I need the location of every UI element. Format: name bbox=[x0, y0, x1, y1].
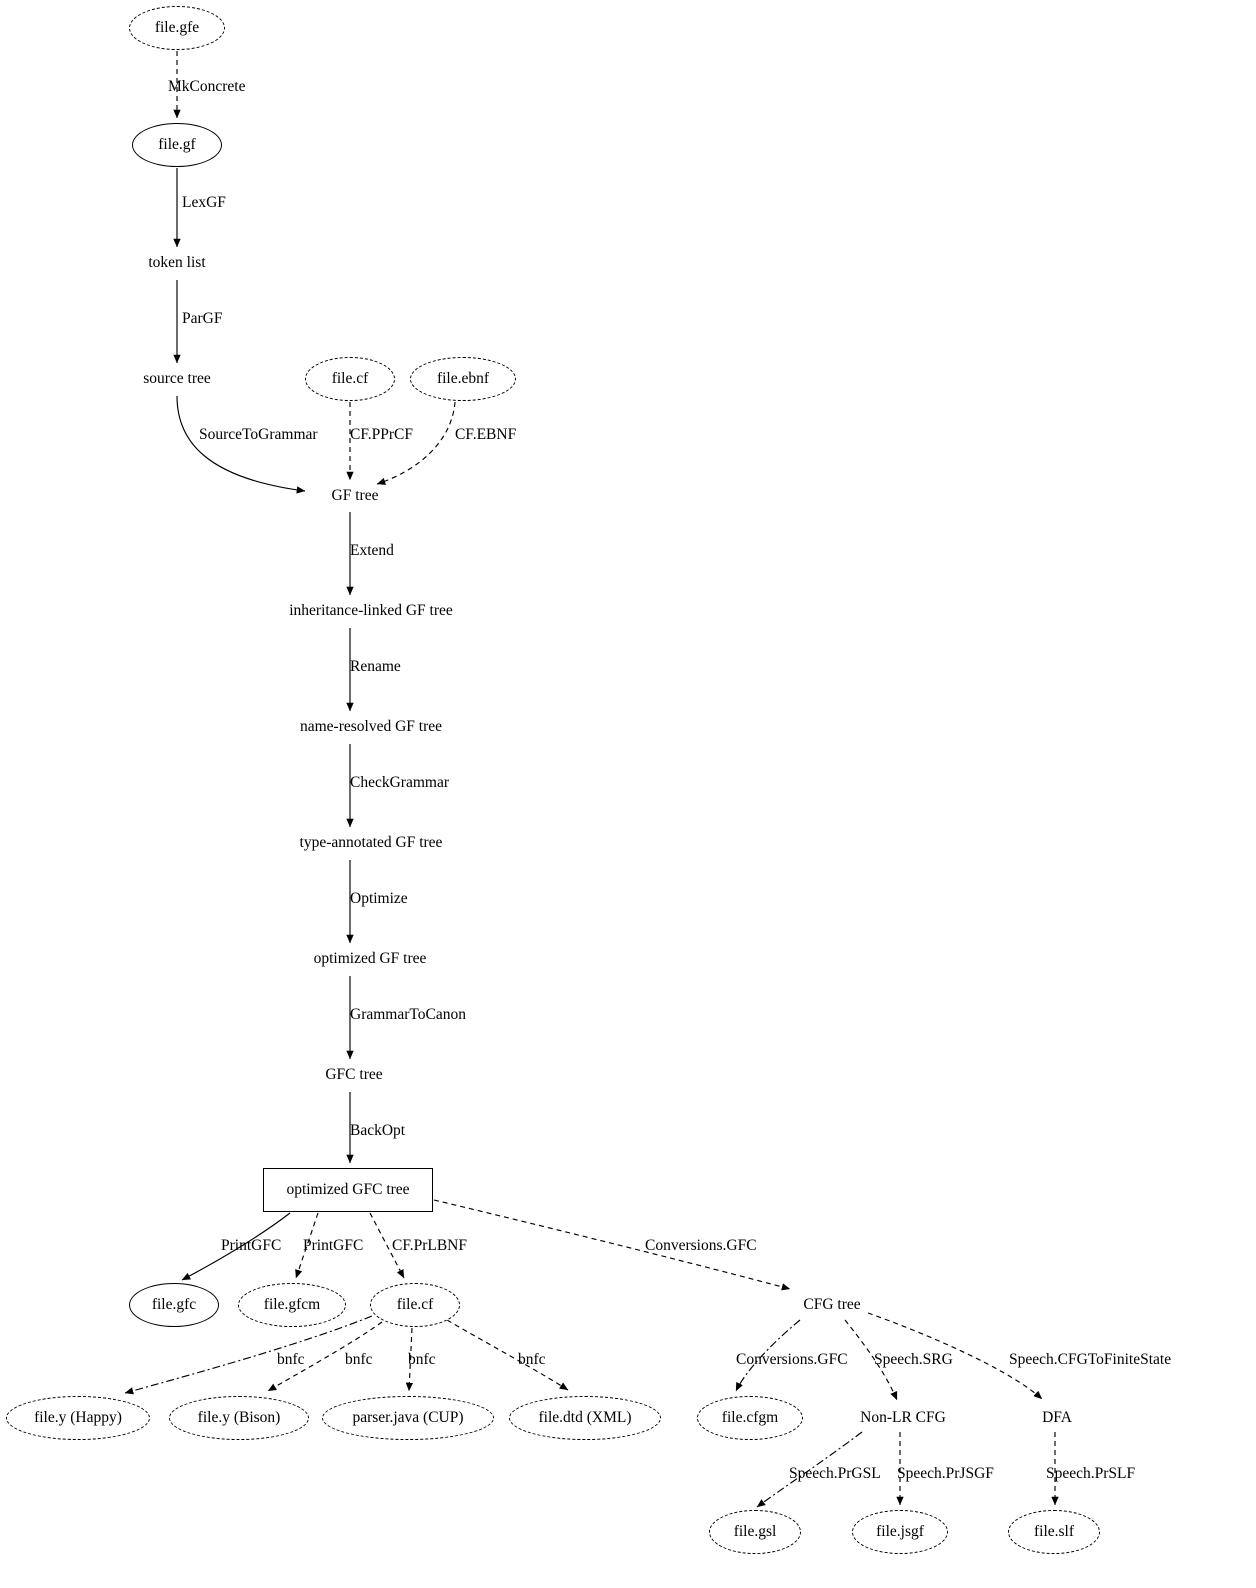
edge-label-text: SourceToGrammar bbox=[199, 426, 318, 443]
edge-label-mkconcrete bbox=[168, 79, 245, 95]
node-label: file.jsgf bbox=[876, 1522, 924, 1540]
edge-label-printgfc-1 bbox=[221, 1238, 281, 1254]
node-label: DFA bbox=[1042, 1408, 1072, 1426]
node-label: optimized GF tree bbox=[313, 949, 427, 967]
node-label: file.ebnf bbox=[436, 369, 490, 387]
node-label: GF tree bbox=[331, 486, 379, 504]
edge-label-conversions-gfc-2 bbox=[736, 1352, 848, 1368]
edge-label-bnfc-2 bbox=[345, 1352, 373, 1368]
edge-label-speech-cfgtofinitestate bbox=[1009, 1352, 1171, 1368]
node-label: inheritance-linked GF tree bbox=[289, 601, 453, 619]
edge-label-bnfc-1 bbox=[277, 1352, 305, 1368]
node-label: token list bbox=[148, 253, 206, 271]
edge-label-text: LexGF bbox=[182, 194, 226, 211]
node-source-tree bbox=[120, 368, 234, 390]
edge-label-text: GrammarToCanon bbox=[350, 1006, 466, 1023]
edge-label-text: PrintGFC bbox=[221, 1237, 282, 1254]
node-file-gf[interactable] bbox=[132, 123, 222, 167]
edge-label-optimize bbox=[350, 891, 408, 907]
edge-filecf-dtd bbox=[447, 1320, 568, 1390]
edge-label-text: Rename bbox=[350, 658, 401, 675]
node-label: file.slf bbox=[1033, 1522, 1075, 1540]
edge-label-text: BackOpt bbox=[350, 1122, 406, 1139]
edge-label-bnfc-3 bbox=[408, 1352, 436, 1368]
edge-label-text: CF.EBNF bbox=[455, 426, 517, 443]
node-file-gsl[interactable] bbox=[709, 1510, 801, 1554]
node-label: file.cf bbox=[331, 369, 369, 387]
edge-label-cf-ebnf bbox=[455, 427, 516, 443]
node-label: Non-LR CFG bbox=[860, 1408, 946, 1426]
edge-label-extend bbox=[350, 543, 394, 559]
edge-label-text: Speech.SRG bbox=[874, 1351, 953, 1368]
edge-label-text: Extend bbox=[350, 542, 394, 559]
edge-label-text: ParGF bbox=[182, 310, 223, 327]
node-optimized-gfc-tree[interactable] bbox=[263, 1168, 433, 1212]
edge-filecf-happy bbox=[125, 1316, 372, 1393]
node-label: CFG tree bbox=[803, 1295, 861, 1313]
node-dfa bbox=[1032, 1407, 1082, 1429]
node-gfc-tree bbox=[306, 1064, 402, 1086]
node-token-list bbox=[127, 252, 227, 274]
edge-label-grammartocanon bbox=[350, 1007, 466, 1023]
edge-label-text: Conversions.GFC bbox=[736, 1351, 848, 1368]
edge-label-checkgrammar bbox=[350, 775, 449, 791]
node-label: file.y (Happy) bbox=[34, 1408, 122, 1426]
edge-label-text: Speech.PrJSGF bbox=[897, 1465, 994, 1482]
edge-label-sourcetogrammar bbox=[199, 427, 318, 443]
node-name-resolved-gf-tree bbox=[256, 716, 486, 738]
edge-label-text: CF.PPrCF bbox=[350, 426, 413, 443]
node-label: GFC tree bbox=[325, 1065, 383, 1083]
node-file-dtd-xml[interactable] bbox=[509, 1396, 661, 1440]
edge-label-printgfc-2 bbox=[303, 1238, 363, 1254]
node-label: parser.java (CUP) bbox=[352, 1408, 464, 1426]
edge-label-speech-srg bbox=[874, 1352, 953, 1368]
node-inheritance-linked-gf-tree bbox=[244, 600, 498, 622]
node-file-cfgm[interactable] bbox=[697, 1396, 803, 1440]
node-file-ebnf[interactable] bbox=[410, 357, 516, 401]
node-type-annotated-gf-tree bbox=[253, 832, 489, 854]
edge-label-text: Speech.PrGSL bbox=[789, 1465, 881, 1482]
node-file-jsgf[interactable] bbox=[852, 1510, 948, 1554]
edge-label-text: PrintGFC bbox=[303, 1237, 364, 1254]
node-label: file.dtd (XML) bbox=[538, 1408, 632, 1426]
node-label: file.cfgm bbox=[721, 1408, 779, 1426]
edge-label-text: Conversions.GFC bbox=[645, 1237, 757, 1254]
edge-label-pargf bbox=[182, 311, 222, 327]
node-label: file.gsl bbox=[733, 1522, 777, 1540]
edge-sourcetree-gftree bbox=[177, 396, 305, 491]
edge-label-text: bnfc bbox=[345, 1351, 373, 1368]
node-label: optimized GFC tree bbox=[286, 1180, 410, 1198]
edge-label-rename bbox=[350, 659, 401, 675]
edge-label-speech-prgsl bbox=[789, 1466, 881, 1482]
node-label: source tree bbox=[143, 369, 211, 387]
node-file-gfe[interactable] bbox=[129, 6, 225, 50]
edge-label-bnfc-4 bbox=[518, 1352, 546, 1368]
node-file-y-bison[interactable] bbox=[169, 1396, 309, 1440]
edge-label-text: CheckGrammar bbox=[350, 774, 449, 791]
node-cfg-tree bbox=[784, 1294, 880, 1316]
edge-label-text: Speech.PrSLF bbox=[1046, 1465, 1136, 1482]
edge-label-text: bnfc bbox=[408, 1351, 436, 1368]
node-file-cf-bottom[interactable] bbox=[370, 1283, 460, 1327]
node-label: name-resolved GF tree bbox=[299, 717, 443, 735]
node-file-y-happy[interactable] bbox=[6, 1396, 150, 1440]
edge-label-text: MkConcrete bbox=[168, 78, 246, 95]
node-label: file.gfe bbox=[154, 18, 200, 36]
edge-label-lexgf bbox=[182, 195, 226, 211]
node-gf-tree bbox=[312, 485, 398, 507]
node-label: file.gfcm bbox=[263, 1295, 321, 1313]
node-non-lr-cfg bbox=[840, 1407, 966, 1429]
edge-label-text: bnfc bbox=[277, 1351, 305, 1368]
node-file-gfcm[interactable] bbox=[238, 1283, 346, 1327]
edge-label-speech-prslf bbox=[1046, 1466, 1135, 1482]
edge-label-text: CF.PrLBNF bbox=[392, 1237, 467, 1254]
edge-label-text: Speech.CFGToFiniteState bbox=[1009, 1351, 1172, 1368]
edge-label-cf-pprcf bbox=[350, 427, 413, 443]
node-label: file.cf bbox=[396, 1295, 434, 1313]
node-file-gfc[interactable] bbox=[129, 1283, 219, 1327]
edge-label-text: Optimize bbox=[350, 890, 408, 907]
node-optimized-gf-tree bbox=[275, 948, 465, 970]
node-file-slf[interactable] bbox=[1008, 1510, 1100, 1554]
node-file-cf-top[interactable] bbox=[305, 357, 395, 401]
node-label: type-annotated GF tree bbox=[299, 833, 443, 851]
edge-label-backopt bbox=[350, 1123, 405, 1139]
edge-ebnf-gftree bbox=[377, 402, 455, 484]
node-parser-java-cup[interactable] bbox=[322, 1396, 494, 1440]
edge-label-conversions-gfc-1 bbox=[645, 1238, 757, 1254]
edge-label-speech-prjsgf bbox=[897, 1466, 994, 1482]
edge-label-cf-prlbnf bbox=[392, 1238, 467, 1254]
node-label: file.gfc bbox=[151, 1295, 197, 1313]
node-label: file.y (Bison) bbox=[197, 1408, 281, 1426]
node-label: file.gf bbox=[158, 135, 196, 153]
edge-label-text: bnfc bbox=[518, 1351, 546, 1368]
